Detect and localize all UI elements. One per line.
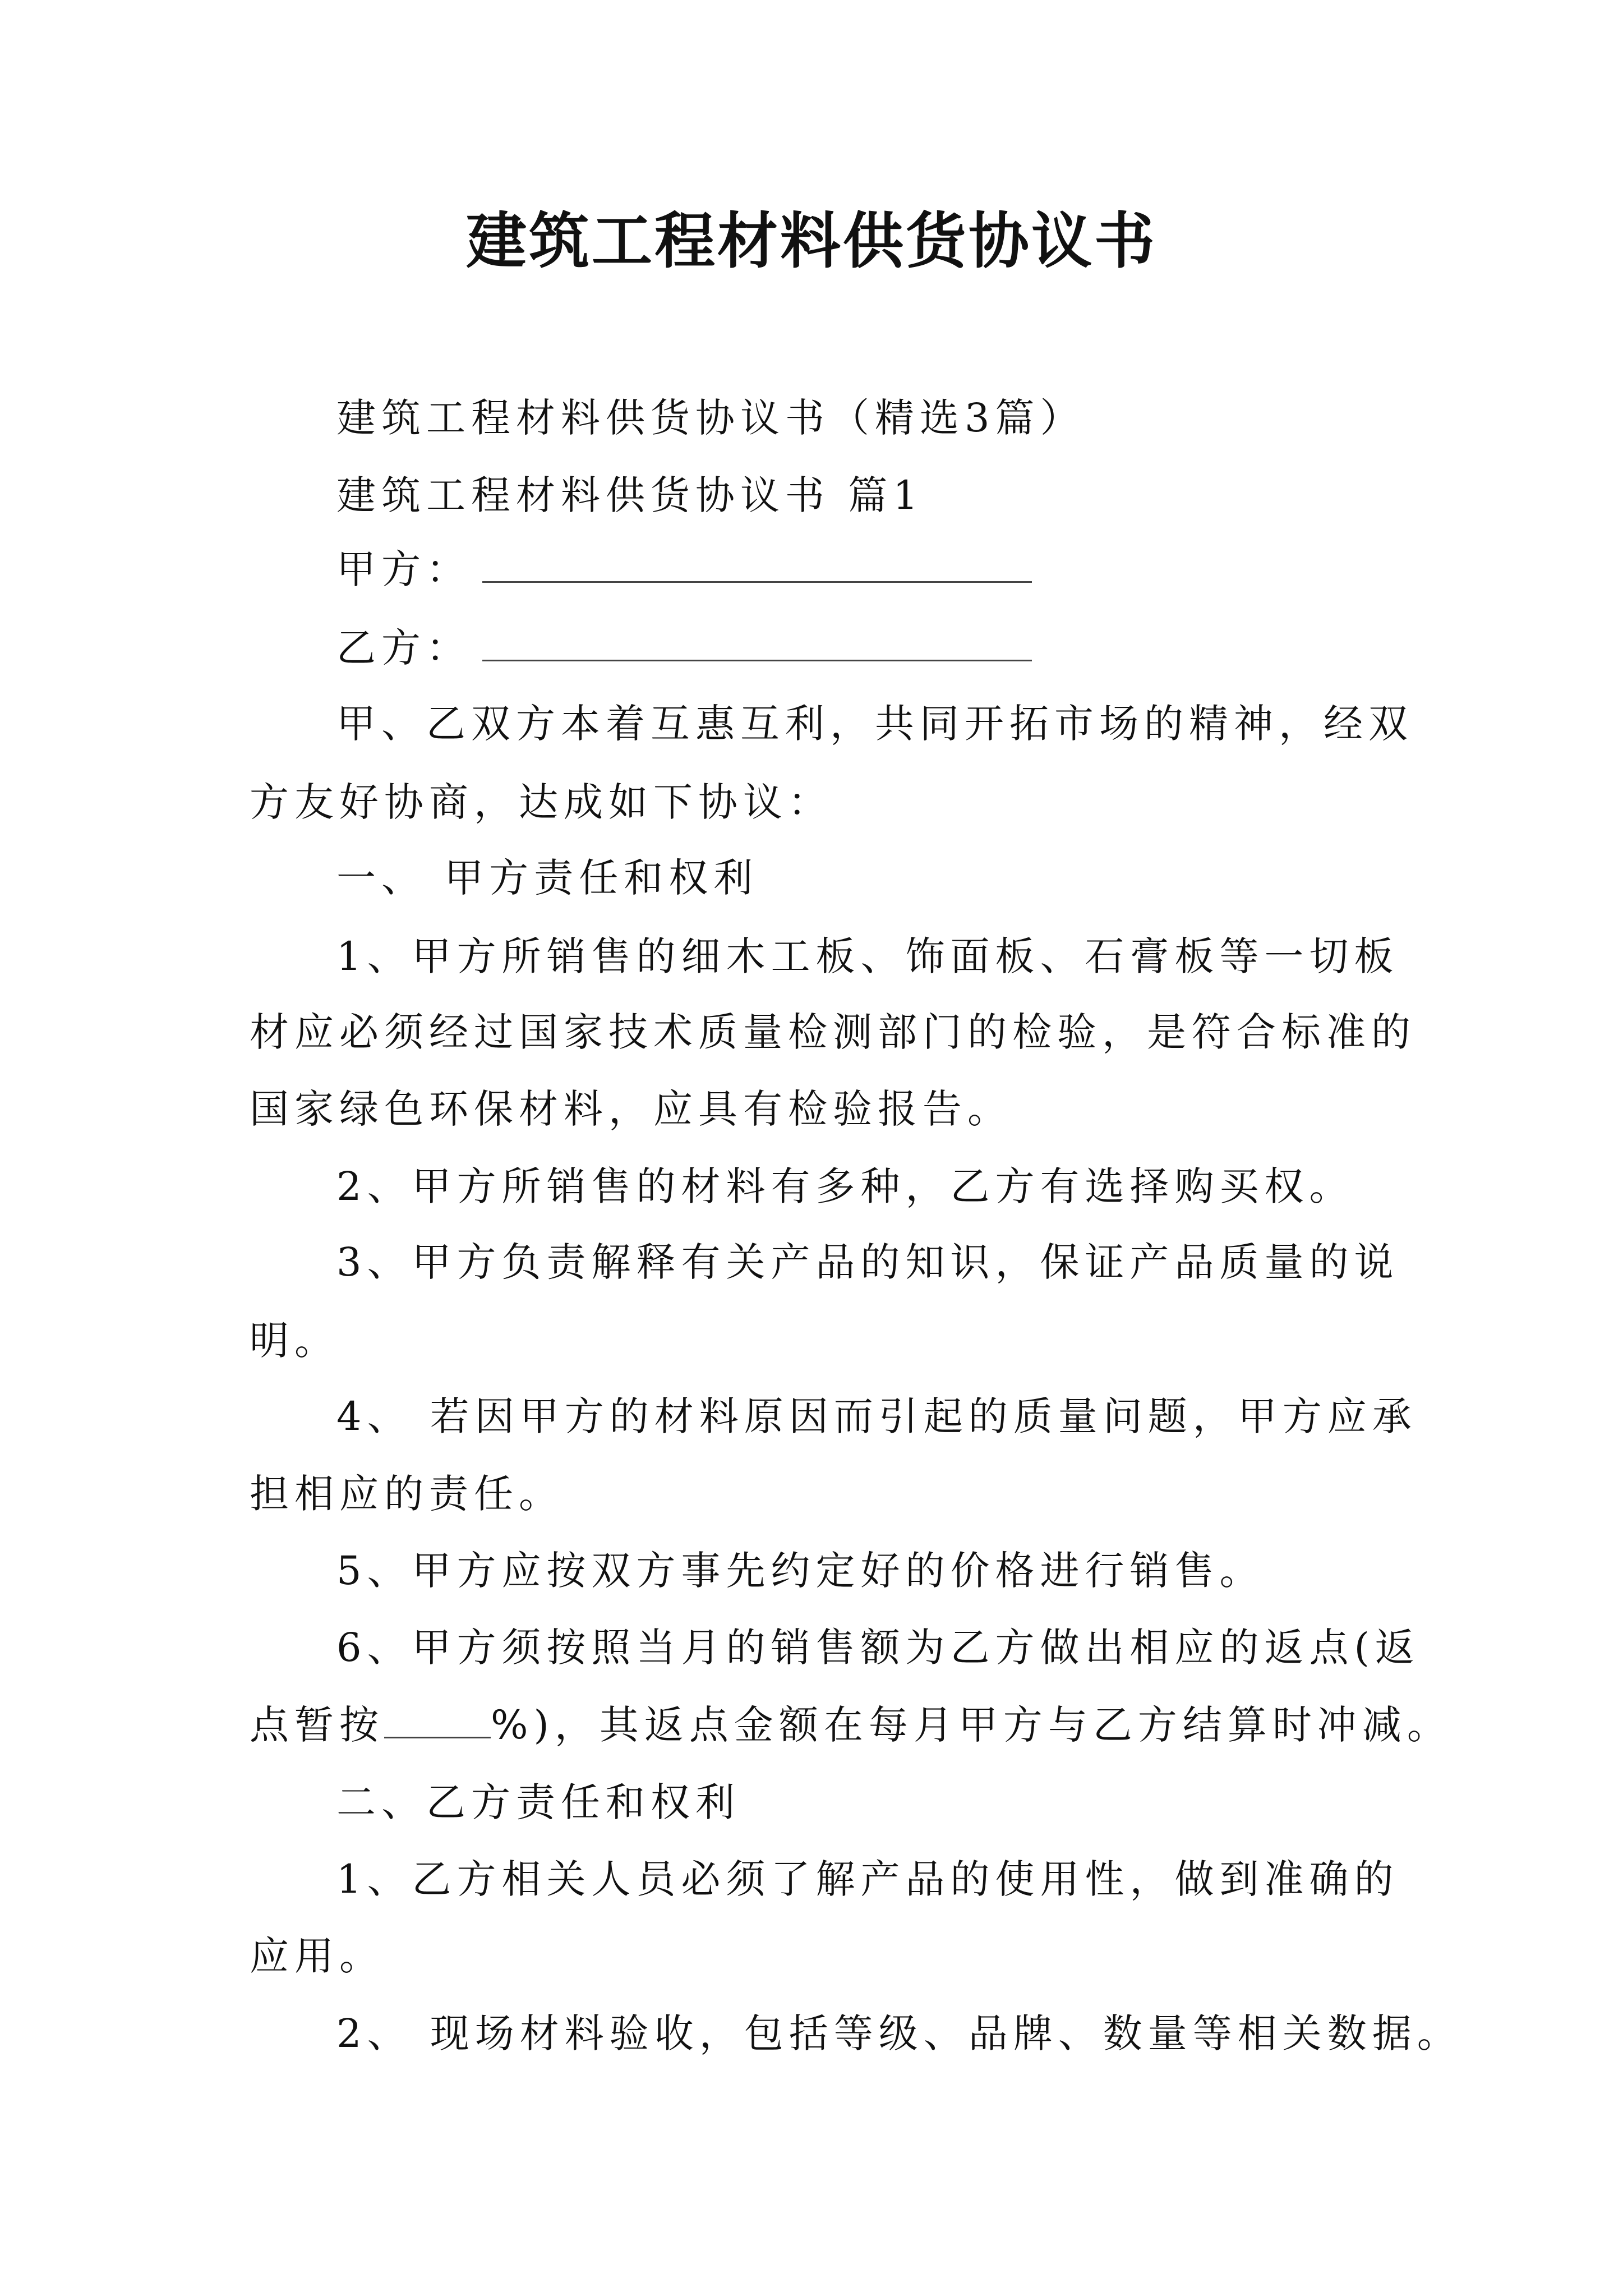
clause-heading: 二、乙方责任和权利 (336, 1779, 740, 1825)
rebate-label: 点暂按 (250, 1702, 384, 1748)
paragraph-line: 担相应的责任。 (250, 1471, 564, 1517)
document-title: 建筑工程材料供货协议书 (465, 206, 1157, 277)
subtitle-line: 建筑工程材料供货协议书（精选3篇） (336, 395, 1085, 441)
paragraph-line: 2、甲方所销售的材料有多种，乙方有选择购买权。 (336, 1163, 1354, 1209)
clause-heading: 一、 甲方责任和权利 (336, 855, 759, 901)
paragraph-line: 国家绿色环保材料，应具有检验报告。 (250, 1086, 1012, 1132)
rebate-blank (384, 1702, 491, 1738)
rebate-text: %)，其返点金额在每月甲方与乙方结算时冲减。 (491, 1702, 1452, 1748)
party-a-label: 甲方： (336, 546, 471, 592)
paragraph-line: 5、甲方应按双方事先约定好的价格进行销售。 (336, 1548, 1265, 1594)
party-a-blank (482, 546, 1032, 583)
paragraph-line: 应用。 (250, 1933, 384, 1979)
paragraph-line: 2、 现场材料验收，包括等级、品牌、数量等相关数据。 (336, 2010, 1462, 2056)
paragraph-line: 材应必须经过国家技术质量检测部门的检验，是符合标准的 (250, 1009, 1416, 1055)
rebate-line (250, 1700, 1452, 1750)
paragraph-line: 6、甲方须按照当月的销售额为乙方做出相应的返点(返 (336, 1625, 1420, 1671)
paragraph-line: 方友好协商，达成如下协议： (250, 779, 833, 825)
party-a-line (336, 544, 1032, 595)
paragraph-line: 1、乙方相关人员必须了解产品的使用性，做到准确的 (336, 1856, 1399, 1902)
paragraph-line: 3、甲方负责解释有关产品的知识，保证产品质量的说 (336, 1239, 1399, 1285)
paragraph-line: 4、 若因甲方的材料原因而引起的质量问题，甲方应承 (336, 1393, 1417, 1439)
party-b-blank (482, 625, 1032, 661)
party-b-line (336, 623, 1032, 673)
paragraph-line: 明。 (250, 1318, 339, 1364)
party-b-label: 乙方： (336, 625, 471, 671)
section-heading-line: 建筑工程材料供货协议书 篇1 (336, 472, 924, 518)
paragraph-line: 甲、乙双方本着互惠互利，共同开拓市场的精神，经双 (336, 701, 1413, 747)
paragraph-line: 1、甲方所销售的细木工板、饰面板、石膏板等一切板 (336, 933, 1399, 979)
